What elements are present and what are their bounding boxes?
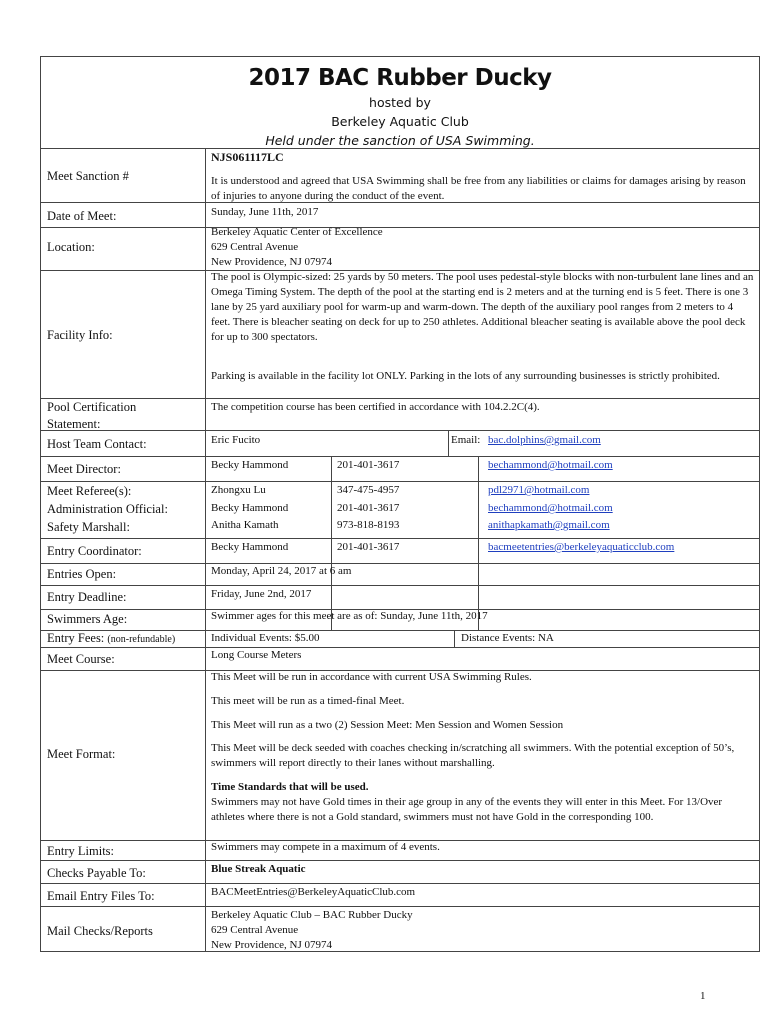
meet-info-form — [40, 56, 760, 952]
label-entry-coordinator: Entry Coordinator: — [47, 544, 142, 558]
row-divider — [41, 647, 759, 648]
entry-limits-value: Swimmers may compete in a maximum of 4 events. — [211, 841, 440, 853]
entry-fees-note: (non-refundable) — [107, 634, 176, 645]
time-standards-heading: Time Standards that will be used. — [211, 781, 369, 793]
host-contact-name: Eric Fucito — [211, 434, 261, 446]
mail-address-line-2: 629 Central Avenue — [211, 924, 299, 936]
sanction-note: Held under the sanction of USA Swimming. — [265, 133, 535, 148]
mail-address-line-3: New Providence, NJ 07974 — [211, 939, 332, 951]
date-of-meet-value: Sunday, June 11th, 2017 — [211, 206, 319, 218]
host-club-name: Berkeley Aquatic Club — [331, 114, 469, 129]
column-divider — [205, 148, 206, 952]
label-entries-open: Entries Open: — [47, 567, 117, 581]
safety-marshall-phone: 973-818-8193 — [337, 519, 400, 531]
meet-format-sessions: This Meet will run as a two (2) Session Meet: Men Session and Women Session — [211, 719, 564, 731]
hosted-by-text: hosted by — [369, 95, 431, 110]
label-host-team-contact: Host Team Contact: — [47, 437, 147, 451]
label-pool-certification: Pool Certification — [47, 400, 137, 414]
label-facility-info: Facility Info: — [47, 328, 113, 342]
label-meet-course: Meet Course: — [47, 652, 115, 666]
email-entry-files-value: BACMeetEntries@BerkeleyAquaticClub.com — [211, 886, 416, 898]
safety-marshall-name: Anitha Kamath — [211, 519, 279, 531]
meet-format-timed-final: This meet will be run as a timed-final Meet. — [211, 695, 405, 707]
label-mail-checks: Mail Checks/Reports — [47, 924, 153, 938]
label-email-entry-files: Email Entry Files To: — [47, 889, 155, 903]
individual-events-fee: Individual Events: $5.00 — [211, 632, 320, 644]
facility-parking: Parking is available in the facility lot ONLY. Parking in the lots of any surrounding businesses is strictly prohibited. — [211, 370, 720, 382]
entry-deadline-value: Friday, June 2nd, 2017 — [211, 588, 312, 600]
row-divider — [41, 585, 759, 586]
director-name: Becky Hammond — [211, 459, 289, 471]
location-line-3: New Providence, NJ 07974 — [211, 256, 332, 268]
column-divider — [448, 430, 449, 456]
label-location: Location: — [47, 240, 95, 254]
row-divider — [41, 860, 759, 861]
sanction-liability-text: It is understood and agreed that USA Swimming shall be free from any liabilities or claims for damages arising by reason of injuries to anyone during the conduct of the event. — [211, 175, 746, 202]
entry-coordinator-email-link[interactable]: bacmeetentries@berkeleyaquaticclub.com — [488, 541, 675, 553]
row-divider — [41, 227, 759, 228]
row-divider — [41, 430, 759, 431]
distance-events-fee: Distance Events: NA — [461, 632, 554, 644]
entry-coordinator-name: Becky Hammond — [211, 541, 289, 553]
page-number: 1 — [700, 990, 706, 1002]
certification-value: The competition course has been certified in accordance with 104.2.2C(4). — [211, 401, 540, 413]
row-divider — [41, 148, 759, 149]
entry-fees-label: Entry Fees: — [47, 631, 105, 645]
referee-email-link[interactable]: pdl2971@hotmail.com — [488, 484, 590, 496]
referee-phone: 347-475-4957 — [337, 484, 400, 496]
meet-format-rules: This Meet will be run in accordance with current USA Swimming Rules. — [211, 671, 532, 683]
time-standards-text: Swimmers may not have Gold times in their age group in any of the events they will enter in this Meet. For 13/Over athletes where there is not a Gold standard, swimmers must not have Gold in the corresponding 100. — [211, 796, 723, 823]
meet-format-seeding: This Meet will be deck seeded with coaches checking in/scratching all swimmers. With the potential exception of 50’s, swimmers will report directly to their lanes without marshalling. — [211, 742, 735, 769]
row-divider — [41, 456, 759, 457]
row-divider — [41, 906, 759, 907]
checks-payable-value: Blue Streak Aquatic — [211, 863, 306, 875]
label-date-of-meet: Date of Meet: — [47, 209, 117, 223]
referee-name: Zhongxu Lu — [211, 484, 266, 496]
row-divider — [41, 398, 759, 399]
entries-open-value: Monday, April 24, 2017 at 6 am — [211, 565, 352, 577]
label-checks-payable: Checks Payable To: — [47, 866, 146, 880]
row-divider — [41, 883, 759, 884]
label-swimmers-age: Swimmers Age: — [47, 612, 128, 626]
label-meet-referee: Meet Referee(s): — [47, 484, 132, 498]
row-divider — [41, 563, 759, 564]
label-meet-sanction: Meet Sanction # — [47, 169, 129, 183]
page-title: 2017 BAC Rubber Ducky — [248, 65, 552, 91]
admin-official-name: Becky Hammond — [211, 502, 289, 514]
column-divider — [454, 630, 455, 647]
label-administration-official: Administration Official: — [47, 502, 168, 516]
label-meet-director: Meet Director: — [47, 462, 121, 476]
label-meet-format: Meet Format: — [47, 747, 116, 761]
column-divider — [478, 456, 479, 630]
label-safety-marshall: Safety Marshall: — [47, 520, 130, 534]
location-line-1: Berkeley Aquatic Center of Excellence — [211, 226, 383, 238]
row-divider — [41, 481, 759, 482]
meet-course-value: Long Course Meters — [211, 649, 302, 661]
swimmers-age-value: Swimmer ages for this meet are as of: Sunday, June 11th, 2017 — [211, 610, 488, 622]
safety-marshall-email-link[interactable]: anithapkamath@gmail.com — [488, 519, 610, 531]
label-entry-limits: Entry Limits: — [47, 844, 115, 858]
label-statement: Statement: — [47, 417, 101, 431]
facility-description: The pool is Olympic-sized: 25 yards by 50 meters. The pool uses pedestal-style blocks with non-turbulent lane lines and an Omega Timing System. The depth of the pool at the starting end is 2 meters and at the turning end is 5 feet. There is one 3 lane by 25 yard auxiliary pool for warm-up and warm-down. The depth of the auxiliary pool ranges from 2 meters to 4 feet. There is bleacher seating on deck for up to 250 athletes. Additional bleacher seating is available above the pool deck for up to 300 spectators. — [211, 271, 754, 343]
director-phone: 201-401-3617 — [337, 459, 400, 471]
director-email-link[interactable]: bechammond@hotmail.com — [488, 459, 613, 471]
row-divider — [41, 538, 759, 539]
admin-official-phone: 201-401-3617 — [337, 502, 400, 514]
entry-coordinator-phone: 201-401-3617 — [337, 541, 400, 553]
host-email-label: Email: — [451, 434, 481, 446]
mail-address-line-1: Berkeley Aquatic Club – BAC Rubber Ducky — [211, 909, 413, 921]
column-divider — [331, 456, 332, 630]
sanction-number: NJS061117LC — [211, 150, 284, 164]
host-email-link[interactable]: bac.dolphins@gmail.com — [488, 434, 601, 446]
location-line-2: 629 Central Avenue — [211, 241, 299, 253]
label-entry-deadline: Entry Deadline: — [47, 590, 127, 604]
admin-official-email-link[interactable]: bechammond@hotmail.com — [488, 502, 613, 514]
label-entry-fees — [47, 631, 175, 647]
